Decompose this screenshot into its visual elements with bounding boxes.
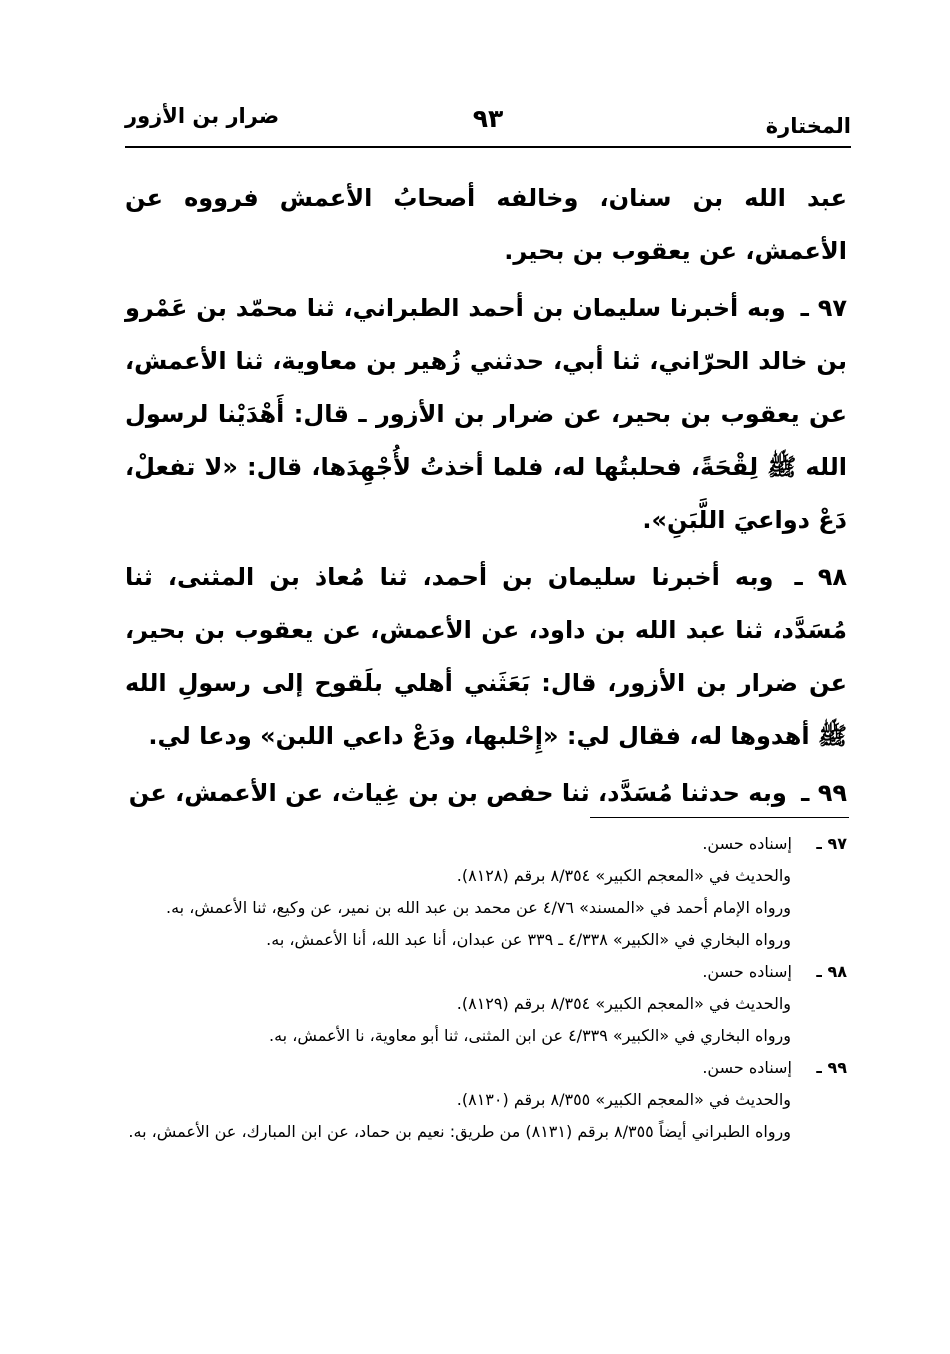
footnote-99: [125, 1052, 847, 1148]
hadith-text: وبه أخبرنا سليمان بن أحمد، ثنا مُعاذ بن المثنى، ثنا مُسَدَّد، ثنا عبد الله بن داود، عن الأعمش، عن يعقوب بن بحير، عن ضرار بن الأزور، قال: بَعَثَني أهلي بلَقوح إلى رسولِ الله ﷺ أهدوها له، فقال لي: «إِحْلبها، ودَعْ داعي اللبن» ودعا لي.: [125, 563, 847, 750]
footnote-line: والحديث في «المعجم الكبير» ٨/٣٥٤ برقم (٨١٢٨).: [456, 866, 791, 885]
footnote-number: ٩٧ ـ: [816, 834, 847, 853]
chapter-title: ضرار بن الأزور: [125, 104, 280, 128]
footnote-number: ٩٨ ـ: [816, 962, 847, 981]
hadith-text: وبه أخبرنا سليمان بن أحمد الطبراني، ثنا محمّد بن عَمْرو بن خالد الحرّاني، ثنا أبي، حدثني زُهير بن معاوية، ثنا الأعمش، عن يعقوب بن بحير، عن ضرار بن الأزور ـ قال: أَهْدَيْنا لرسول الله ﷺ لِقْحَةً، فحلبتُها له، فلما أخذتُ لأُجْهِدَها، قال: «لا تفعلْ، دَعْ دواعيَ اللَّبَنِ».: [125, 294, 847, 534]
hadith-text: وبه حدثنا مُسَدَّد، ثنا حفص بن بن غِياث، عن الأعمش، عن: [128, 779, 787, 807]
header-rule: [125, 146, 851, 148]
hadith-number: ٩٩ ـ: [801, 779, 847, 807]
footnote-line: والحديث في «المعجم الكبير» ٨/٣٥٥ برقم (٨١٣٠).: [456, 1090, 791, 1109]
footnote-line: ورواه البخاري في «الكبير» ٤/٣٣٩ عن ابن المثنى، ثنا أبو معاوية، نا الأعمش، به.: [268, 1026, 791, 1045]
footnote-line: ورواه الطبراني أيضاً ٨/٣٥٥ برقم (٨١٣١) من طريق: نعيم بن حماد، عن ابن المبارك، عن الأعمش، به.: [128, 1122, 791, 1141]
hadith-99: [125, 767, 847, 820]
footnote-line: ورواه البخاري في «الكبير» ٤/٣٣٨ ـ ٣٣٩ عن عبدان، أنا عبد الله، أنا الأعمش، به.: [266, 930, 791, 949]
hadith-number: ٩٨ ـ: [794, 563, 848, 591]
footnote-98: [125, 956, 847, 1052]
paragraph-continuation: عبد الله بن سنان، وخالفه أصحابُ الأعمش فرووه عن الأعمش، عن يعقوب بن بحير.: [125, 184, 847, 265]
footnote-line: والحديث في «المعجم الكبير» ٨/٣٥٤ برقم (٨١٢٩).: [456, 994, 791, 1013]
footnote-rule: [590, 817, 849, 818]
page-header: [125, 104, 851, 144]
footnote-grading: إسناده حسن.: [702, 962, 792, 981]
page-number: ٩٣: [472, 104, 504, 133]
footnote-line: ورواه الإمام أحمد في «المسند» ٤/٧٦ عن محمد بن عبد الله بن نمير، عن وكيع، ثنا الأعمش، به.: [166, 898, 791, 917]
main-text: [125, 172, 847, 824]
footnote-grading: إسناده حسن.: [702, 834, 792, 853]
hadith-98: [125, 551, 847, 763]
footnote-97: [125, 828, 847, 956]
hadith-number: ٩٧ ـ: [800, 294, 848, 322]
footnote-number: ٩٩ ـ: [816, 1058, 847, 1077]
footnote-grading: إسناده حسن.: [702, 1058, 792, 1077]
book-title: المختارة: [765, 114, 851, 138]
footnotes: [125, 828, 847, 1148]
hadith-97: [125, 282, 847, 547]
